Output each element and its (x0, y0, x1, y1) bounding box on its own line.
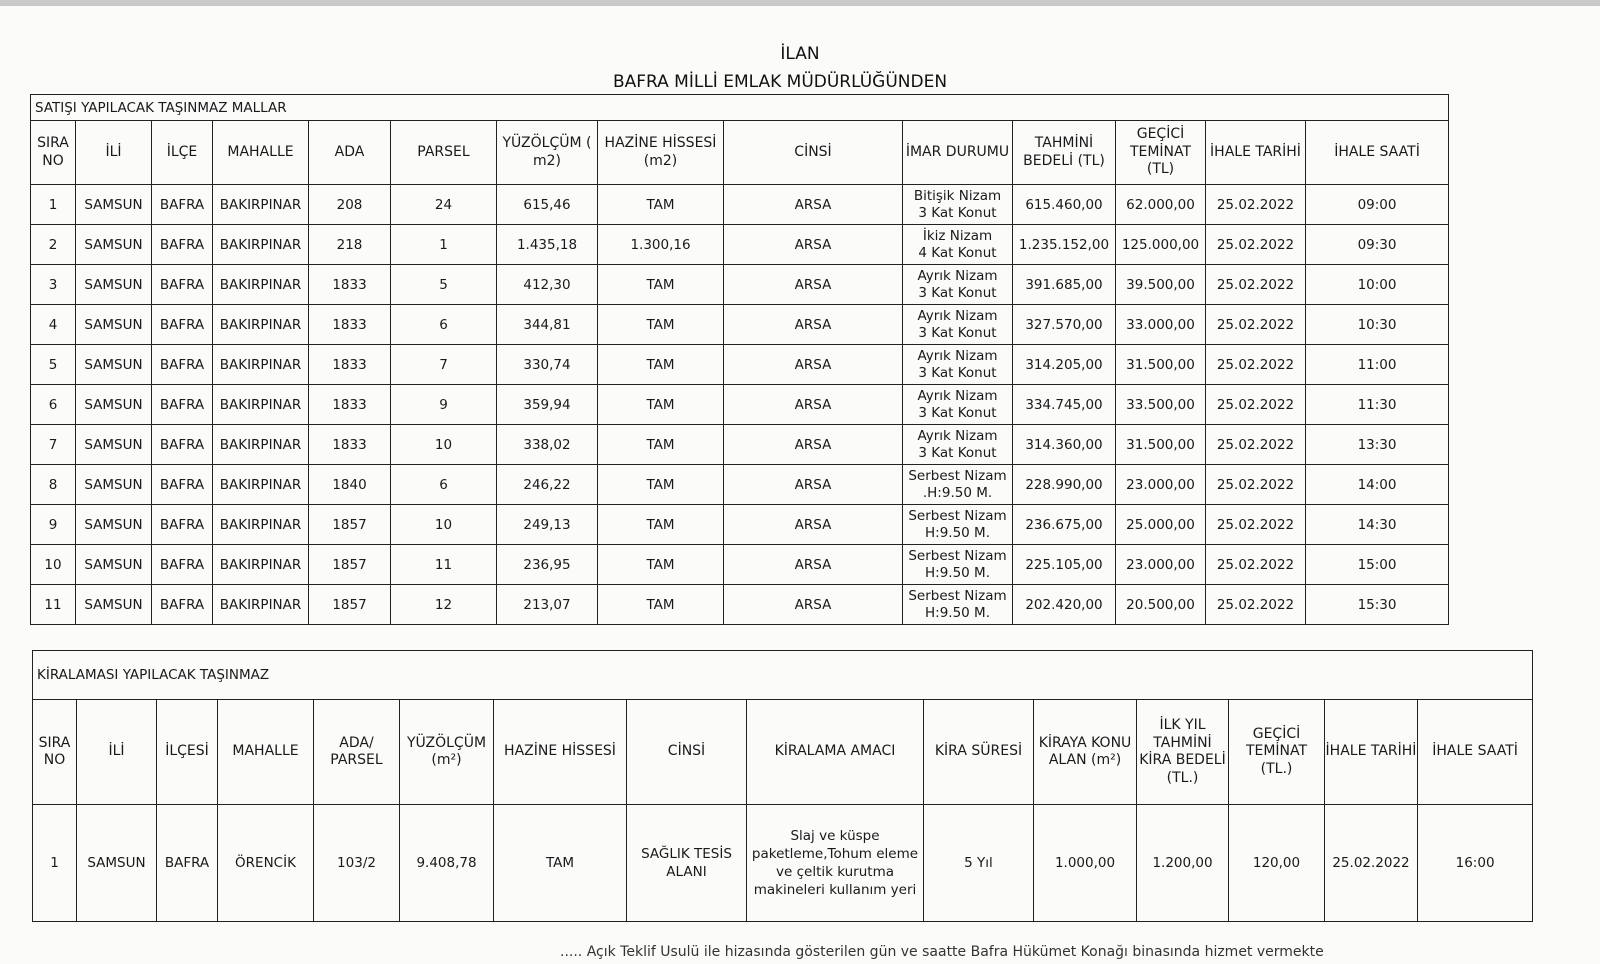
sales-cell-tarih: 25.02.2022 (1206, 545, 1306, 585)
sales-cell-mahalle: BAKIRPINAR (213, 305, 309, 345)
sales-cell-bedel: 1.235.152,00 (1013, 225, 1116, 265)
sales-cell-saat: 15:00 (1306, 545, 1449, 585)
sales-cell-tarih: 25.02.2022 (1206, 345, 1306, 385)
sales-cell-teminat: 23.000,00 (1116, 545, 1206, 585)
rental-hisse: TAM (494, 805, 627, 922)
sales-col-header: ADA (309, 121, 391, 185)
rental-amac-line2: paketleme,Tohum eleme (751, 845, 919, 862)
sales-table (30, 94, 1449, 625)
sales-cell-il: SAMSUN (76, 425, 152, 465)
sales-cell-teminat: 31.500,00 (1116, 425, 1206, 465)
sales-cell-yuzolcum: 1.435,18 (497, 225, 598, 265)
sales-cell-parsel: 1 (391, 225, 497, 265)
sales-cell-ada: 218 (309, 225, 391, 265)
rental-table (32, 650, 1533, 922)
sales-cell-ada: 1833 (309, 385, 391, 425)
sales-cell-yuzolcum: 412,30 (497, 265, 598, 305)
footer-text: ..... Açık Teklif Usulü ile hizasında gösterilen gün ve saatte Bafra Hükümet Konağı binasında hizmet vermekte (560, 944, 1324, 960)
sales-cell-parsel: 10 (391, 505, 497, 545)
sales-cell-tarih: 25.02.2022 (1206, 385, 1306, 425)
sales-cell-yuzolcum: 330,74 (497, 345, 598, 385)
rental-col-header: İLİ (77, 700, 157, 805)
sales-cell-imar2: 3 Kat Konut (918, 204, 997, 221)
sales-cell-mahalle: BAKIRPINAR (213, 545, 309, 585)
sales-cell-imar1: Serbest Nizam (908, 468, 1007, 485)
sales-section-title: SATIŞI YAPILACAK TAŞINMAZ MALLAR (31, 95, 1449, 121)
sales-cell-cinsi: ARSA (724, 505, 903, 545)
sales-cell-cinsi: ARSA (724, 345, 903, 385)
rental-col-header: YÜZÖLÇÜM (m²) (400, 700, 494, 805)
sales-cell-imar2: 3 Kat Konut (918, 404, 997, 421)
sales-cell-tarih: 25.02.2022 (1206, 225, 1306, 265)
sales-cell-ilce: BAFRA (152, 185, 213, 225)
sales-cell-hisse: TAM (598, 185, 724, 225)
sales-cell-imar1: İkiz Nizam (922, 228, 993, 245)
sales-cell-mahalle: BAKIRPINAR (213, 585, 309, 625)
sales-cell-teminat: 31.500,00 (1116, 345, 1206, 385)
rental-col-header: ADA/ PARSEL (314, 700, 400, 805)
sales-cell-ilce: BAFRA (152, 305, 213, 345)
sales-cell-tarih: 25.02.2022 (1206, 265, 1306, 305)
sales-cell-hisse: TAM (598, 505, 724, 545)
sales-cell-parsel: 6 (391, 305, 497, 345)
rental-no: 1 (33, 805, 77, 922)
sales-cell-il: SAMSUN (76, 345, 152, 385)
sales-cell-hisse: 1.300,16 (598, 225, 724, 265)
sales-col-header: İLİ (76, 121, 152, 185)
sales-col-header: İMAR DURUMU (903, 121, 1013, 185)
sales-cell-no: 5 (31, 345, 76, 385)
sales-cell-no: 2 (31, 225, 76, 265)
sales-cell-no: 11 (31, 585, 76, 625)
rental-amac (747, 805, 924, 922)
rental-tarih: 25.02.2022 (1325, 805, 1418, 922)
sales-cell-bedel: 236.675,00 (1013, 505, 1116, 545)
rental-amac-line4: makineleri kullanım yeri (753, 882, 917, 899)
sales-cell-imar (903, 545, 1013, 585)
document-subtitle: BAFRA MİLLİ EMLAK MÜDÜRLÜĞÜNDEN (612, 72, 948, 92)
sales-cell-bedel: 314.205,00 (1013, 345, 1116, 385)
sales-cell-no: 9 (31, 505, 76, 545)
sales-row (31, 345, 1449, 385)
sales-cell-hisse: TAM (598, 545, 724, 585)
sales-cell-ada: 1833 (309, 425, 391, 465)
sales-cell-imar (903, 465, 1013, 505)
sales-cell-il: SAMSUN (76, 265, 152, 305)
sales-cell-hisse: TAM (598, 425, 724, 465)
sales-cell-imar1: Serbest Nizam (908, 548, 1007, 565)
rental-cinsi-line2: ALANI (666, 864, 707, 880)
sales-cell-imar1: Bitişik Nizam (913, 188, 1002, 205)
sales-cell-imar (903, 345, 1013, 385)
rental-col-header: KİRALAMA AMACI (747, 700, 924, 805)
sales-cell-tarih: 25.02.2022 (1206, 425, 1306, 465)
sales-cell-saat: 13:30 (1306, 425, 1449, 465)
sales-cell-mahalle: BAKIRPINAR (213, 385, 309, 425)
sales-col-header: İLÇE (152, 121, 213, 185)
sales-cell-cinsi: ARSA (724, 225, 903, 265)
sales-cell-bedel: 334.745,00 (1013, 385, 1116, 425)
sales-cell-hisse: TAM (598, 265, 724, 305)
sales-cell-imar1: Ayrık Nizam (917, 428, 998, 445)
sales-cell-hisse: TAM (598, 385, 724, 425)
sales-cell-ada: 1833 (309, 305, 391, 345)
sales-row (31, 425, 1449, 465)
sales-cell-imar1: Serbest Nizam (908, 508, 1007, 525)
sales-row (31, 465, 1449, 505)
sales-cell-saat: 09:00 (1306, 185, 1449, 225)
sales-cell-ilce: BAFRA (152, 225, 213, 265)
sales-cell-yuzolcum: 236,95 (497, 545, 598, 585)
sales-cell-imar1: Ayrık Nizam (917, 348, 998, 365)
sales-cell-imar (903, 225, 1013, 265)
sales-cell-mahalle: BAKIRPINAR (213, 225, 309, 265)
sales-cell-teminat: 62.000,00 (1116, 185, 1206, 225)
sales-cell-hisse: TAM (598, 585, 724, 625)
sales-cell-mahalle: BAKIRPINAR (213, 505, 309, 545)
sales-cell-bedel: 314.360,00 (1013, 425, 1116, 465)
sales-cell-il: SAMSUN (76, 505, 152, 545)
rental-section-title: KİRALAMASI YAPILACAK TAŞINMAZ (33, 651, 1533, 700)
sales-row (31, 305, 1449, 345)
sales-cell-yuzolcum: 338,02 (497, 425, 598, 465)
rental-col-header: HAZİNE HİSSESİ (494, 700, 627, 805)
sales-cell-no: 1 (31, 185, 76, 225)
sales-cell-il: SAMSUN (76, 185, 152, 225)
sales-cell-yuzolcum: 344,81 (497, 305, 598, 345)
sales-cell-cinsi: ARSA (724, 425, 903, 465)
sales-col-header: MAHALLE (213, 121, 309, 185)
sales-cell-ada: 208 (309, 185, 391, 225)
sales-cell-ilce: BAFRA (152, 505, 213, 545)
sales-col-header: SIRA NO (31, 121, 76, 185)
sales-row (31, 185, 1449, 225)
sales-cell-imar (903, 385, 1013, 425)
sales-cell-teminat: 125.000,00 (1116, 225, 1206, 265)
sales-cell-parsel: 6 (391, 465, 497, 505)
sales-cell-imar1: Serbest Nizam (908, 588, 1007, 605)
sales-cell-parsel: 11 (391, 545, 497, 585)
sales-cell-bedel: 327.570,00 (1013, 305, 1116, 345)
sales-cell-teminat: 33.000,00 (1116, 305, 1206, 345)
sales-cell-imar2: 4 Kat Konut (918, 244, 997, 261)
sales-cell-bedel: 225.105,00 (1013, 545, 1116, 585)
sales-cell-ilce: BAFRA (152, 345, 213, 385)
rental-cinsi (627, 805, 747, 922)
sales-cell-imar (903, 425, 1013, 465)
sales-cell-il: SAMSUN (76, 385, 152, 425)
sales-cell-bedel: 391.685,00 (1013, 265, 1116, 305)
sales-cell-imar2: H:9.50 M. (925, 564, 990, 581)
sales-cell-yuzolcum: 213,07 (497, 585, 598, 625)
sales-cell-saat: 11:30 (1306, 385, 1449, 425)
rental-row (33, 805, 1533, 922)
sales-cell-imar1: Ayrık Nizam (917, 268, 998, 285)
rental-sure: 5 Yıl (924, 805, 1034, 922)
sales-cell-tarih: 25.02.2022 (1206, 185, 1306, 225)
sales-cell-mahalle: BAKIRPINAR (213, 425, 309, 465)
sales-cell-teminat: 39.500,00 (1116, 265, 1206, 305)
sales-cell-imar2: H:9.50 M. (925, 524, 990, 541)
rental-col-header: İHALE SAATİ (1418, 700, 1533, 805)
sales-cell-imar2: 3 Kat Konut (918, 364, 997, 381)
sales-col-header: İHALE SAATİ (1306, 121, 1449, 185)
sales-cell-ada: 1833 (309, 345, 391, 385)
sales-cell-imar (903, 265, 1013, 305)
sales-cell-saat: 09:30 (1306, 225, 1449, 265)
sales-cell-saat: 10:00 (1306, 265, 1449, 305)
rental-kira: 1.200,00 (1137, 805, 1229, 922)
sales-cell-il: SAMSUN (76, 465, 152, 505)
sales-cell-ilce: BAFRA (152, 425, 213, 465)
rental-ada-parsel: 103/2 (314, 805, 400, 922)
sales-col-header: GEÇİCİ TEMİNAT (TL) (1116, 121, 1206, 185)
rental-cinsi-line1: SAĞLIK TESİS (641, 845, 732, 862)
rental-col-header: KİRAYA KONU ALAN (m²) (1034, 700, 1137, 805)
sales-cell-tarih: 25.02.2022 (1206, 585, 1306, 625)
sales-cell-imar (903, 585, 1013, 625)
sales-cell-bedel: 202.420,00 (1013, 585, 1116, 625)
sales-cell-cinsi: ARSA (724, 185, 903, 225)
sales-cell-il: SAMSUN (76, 545, 152, 585)
sales-cell-no: 7 (31, 425, 76, 465)
sales-cell-imar (903, 505, 1013, 545)
sales-cell-saat: 15:30 (1306, 585, 1449, 625)
sales-header-row (31, 121, 1449, 185)
sales-cell-imar1: Ayrık Nizam (917, 388, 998, 405)
sales-col-header: YÜZÖLÇÜM ( m2) (497, 121, 598, 185)
document-title: İLAN (780, 44, 820, 64)
sales-cell-parsel: 10 (391, 425, 497, 465)
sales-cell-teminat: 20.500,00 (1116, 585, 1206, 625)
sales-cell-teminat: 25.000,00 (1116, 505, 1206, 545)
rental-yuzolcum: 9.408,78 (400, 805, 494, 922)
sales-cell-cinsi: ARSA (724, 265, 903, 305)
sales-cell-ada: 1833 (309, 265, 391, 305)
sales-cell-bedel: 615.460,00 (1013, 185, 1116, 225)
rental-teminat: 120,00 (1229, 805, 1325, 922)
sales-cell-il: SAMSUN (76, 225, 152, 265)
sales-col-header: TAHMİNİ BEDELİ (TL) (1013, 121, 1116, 185)
sales-cell-ilce: BAFRA (152, 465, 213, 505)
sales-cell-imar1: Ayrık Nizam (917, 308, 998, 325)
rental-col-header: İLÇESİ (157, 700, 218, 805)
sales-cell-no: 10 (31, 545, 76, 585)
sales-cell-parsel: 12 (391, 585, 497, 625)
sales-cell-cinsi: ARSA (724, 385, 903, 425)
rental-saat: 16:00 (1418, 805, 1533, 922)
sales-cell-bedel: 228.990,00 (1013, 465, 1116, 505)
sales-cell-no: 4 (31, 305, 76, 345)
rental-col-header: GEÇİCİ TEMİNAT (TL.) (1229, 700, 1325, 805)
sales-cell-cinsi: ARSA (724, 585, 903, 625)
sales-cell-no: 6 (31, 385, 76, 425)
sales-cell-saat: 14:00 (1306, 465, 1449, 505)
sales-cell-hisse: TAM (598, 345, 724, 385)
sales-col-header: İHALE TARİHİ (1206, 121, 1306, 185)
sales-cell-mahalle: BAKIRPINAR (213, 345, 309, 385)
sales-cell-ilce: BAFRA (152, 585, 213, 625)
sales-cell-hisse: TAM (598, 465, 724, 505)
sales-cell-yuzolcum: 249,13 (497, 505, 598, 545)
sales-cell-tarih: 25.02.2022 (1206, 305, 1306, 345)
rental-amac-line3: ve çeltik kurutma (776, 864, 894, 880)
sales-cell-imar2: 3 Kat Konut (918, 284, 997, 301)
sales-cell-yuzolcum: 615,46 (497, 185, 598, 225)
sales-cell-tarih: 25.02.2022 (1206, 505, 1306, 545)
rental-col-header: İHALE TARİHİ (1325, 700, 1418, 805)
sales-cell-mahalle: BAKIRPINAR (213, 185, 309, 225)
sales-row (31, 545, 1449, 585)
sales-cell-parsel: 7 (391, 345, 497, 385)
rental-col-header: KİRA SÜRESİ (924, 700, 1034, 805)
sales-cell-il: SAMSUN (76, 585, 152, 625)
sales-cell-il: SAMSUN (76, 305, 152, 345)
sales-cell-ada: 1857 (309, 505, 391, 545)
sales-cell-imar2: H:9.50 M. (925, 604, 990, 621)
sales-cell-parsel: 24 (391, 185, 497, 225)
sales-cell-imar2: 3 Kat Konut (918, 444, 997, 461)
sales-row (31, 505, 1449, 545)
rental-il: SAMSUN (77, 805, 157, 922)
sales-cell-ilce: BAFRA (152, 265, 213, 305)
sales-cell-imar2: .H:9.50 M. (922, 484, 993, 501)
rental-header-row (33, 700, 1533, 805)
sales-cell-saat: 14:30 (1306, 505, 1449, 545)
sales-cell-ilce: BAFRA (152, 545, 213, 585)
sales-cell-no: 8 (31, 465, 76, 505)
sales-cell-hisse: TAM (598, 305, 724, 345)
sales-cell-parsel: 9 (391, 385, 497, 425)
rental-col-header: İLK YIL TAHMİNİ KİRA BEDELİ (TL.) (1137, 700, 1229, 805)
sales-row (31, 265, 1449, 305)
sales-cell-mahalle: BAKIRPINAR (213, 265, 309, 305)
sales-cell-ilce: BAFRA (152, 385, 213, 425)
rental-alan: 1.000,00 (1034, 805, 1137, 922)
sales-cell-teminat: 23.000,00 (1116, 465, 1206, 505)
sales-cell-ada: 1857 (309, 585, 391, 625)
sales-col-header: HAZİNE HİSSESİ (m2) (598, 121, 724, 185)
rental-ilce: BAFRA (157, 805, 218, 922)
sales-cell-imar (903, 185, 1013, 225)
rental-col-header: SIRA NO (33, 700, 77, 805)
sales-cell-ada: 1840 (309, 465, 391, 505)
sales-cell-ada: 1857 (309, 545, 391, 585)
sales-row (31, 225, 1449, 265)
sales-cell-yuzolcum: 246,22 (497, 465, 598, 505)
sales-cell-yuzolcum: 359,94 (497, 385, 598, 425)
sales-cell-cinsi: ARSA (724, 305, 903, 345)
sales-cell-saat: 11:00 (1306, 345, 1449, 385)
sales-col-header: PARSEL (391, 121, 497, 185)
sales-cell-cinsi: ARSA (724, 545, 903, 585)
sales-row (31, 385, 1449, 425)
rental-mahalle: ÖRENCİK (218, 805, 314, 922)
sales-cell-mahalle: BAKIRPINAR (213, 465, 309, 505)
sales-cell-cinsi: ARSA (724, 465, 903, 505)
sales-row (31, 585, 1449, 625)
sales-cell-imar (903, 305, 1013, 345)
rental-col-header: MAHALLE (218, 700, 314, 805)
rental-amac-line1: Slaj ve küspe (790, 827, 880, 844)
sales-cell-parsel: 5 (391, 265, 497, 305)
sales-cell-no: 3 (31, 265, 76, 305)
sales-cell-teminat: 33.500,00 (1116, 385, 1206, 425)
sales-cell-tarih: 25.02.2022 (1206, 465, 1306, 505)
sales-col-header: CİNSİ (724, 121, 903, 185)
rental-col-header: CİNSİ (627, 700, 747, 805)
sales-cell-imar2: 3 Kat Konut (918, 324, 997, 341)
sales-cell-saat: 10:30 (1306, 305, 1449, 345)
